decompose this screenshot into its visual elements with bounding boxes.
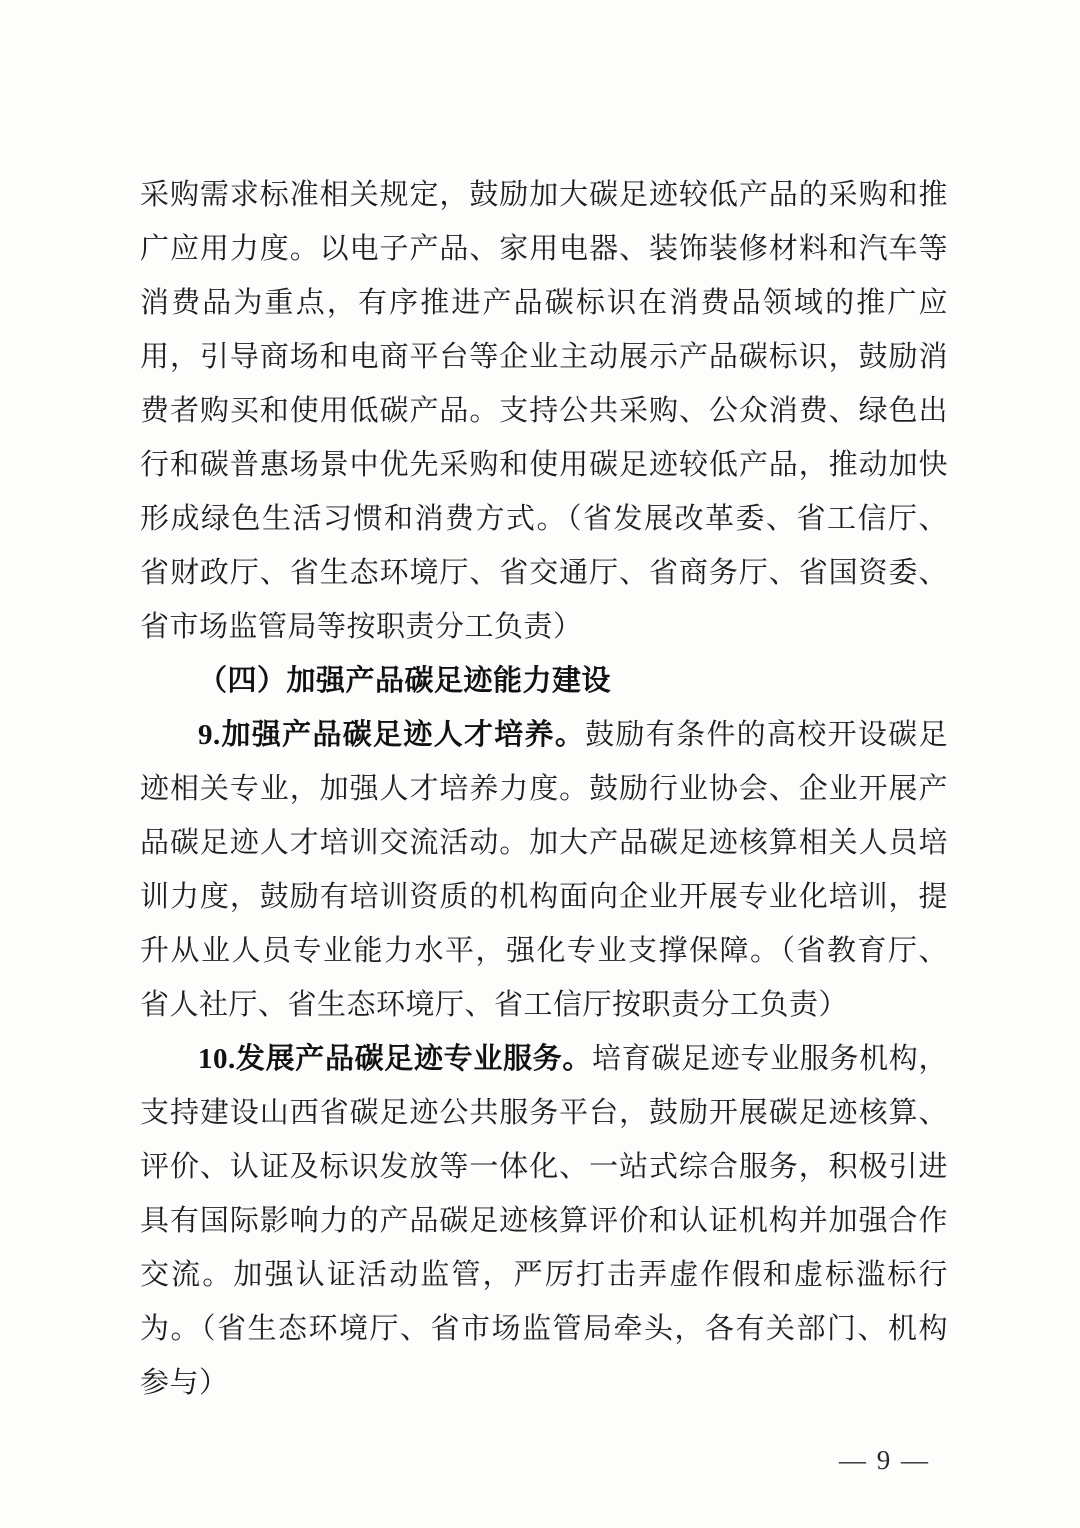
paragraph-text: 采购需求标准相关规定，鼓励加大碳足迹较低产品的采购和推广应用力度。以电子产品、家用电器、装饰装修材料和汽车等消费品为重点，有序推进产品碳标识在消费品领域的推广应用，引导商场和电商平台等企业主动展示产品碳标识，鼓励消费者购买和使用低碳产品。支持公共采购、公众消费、绿色出行和碳普惠场景中优先采购和使用碳足迹较低产品，推动加快形成绿色生活习惯和消费方式。（省发展改革委、省工信厅、省财政厅、省生态环境厅、省交通厅、省商务厅、省国资委、省市场监管局等按职责分工负责） bbox=[140, 179, 948, 643]
paragraph bbox=[140, 708, 948, 1032]
paragraph-lead-bold: 10.发展产品碳足迹专业服务。 bbox=[198, 1043, 593, 1075]
paragraph bbox=[140, 168, 948, 654]
paragraph-lead-bold: （四）加强产品碳足迹能力建设 bbox=[198, 665, 612, 697]
paragraph-text: 培育碳足迹专业服务机构，支持建设山西省碳足迹公共服务平台，鼓励开展碳足迹核算、评价、认证及标识发放等一体化、一站式综合服务，积极引进具有国际影响力的产品碳足迹核算评价和认证机构并加强合作交流。加强认证活动监管，严厉打击弄虚作假和虚标滥标行为。（省生态环境厅、省市场监管局牵头，各有关部门、机构参与） bbox=[140, 1043, 948, 1399]
paragraph-lead-bold: 9.加强产品碳足迹人才培养。 bbox=[198, 719, 586, 751]
paragraph bbox=[140, 1032, 948, 1410]
page-number: — 9 — bbox=[839, 1445, 930, 1475]
paragraph-text: 鼓励有条件的高校开设碳足迹相关专业，加强人才培养力度。鼓励行业协会、企业开展产品碳足迹人才培训交流活动。加大产品碳足迹核算相关人员培训力度，鼓励有培训资质的机构面向企业开展专业化培训，提升从业人员专业能力水平，强化专业支撑保障。（省教育厅、省人社厅、省生态环境厅、省工信厅按职责分工负责） bbox=[140, 719, 948, 1021]
section-heading bbox=[140, 654, 948, 708]
document-body bbox=[140, 168, 948, 1410]
